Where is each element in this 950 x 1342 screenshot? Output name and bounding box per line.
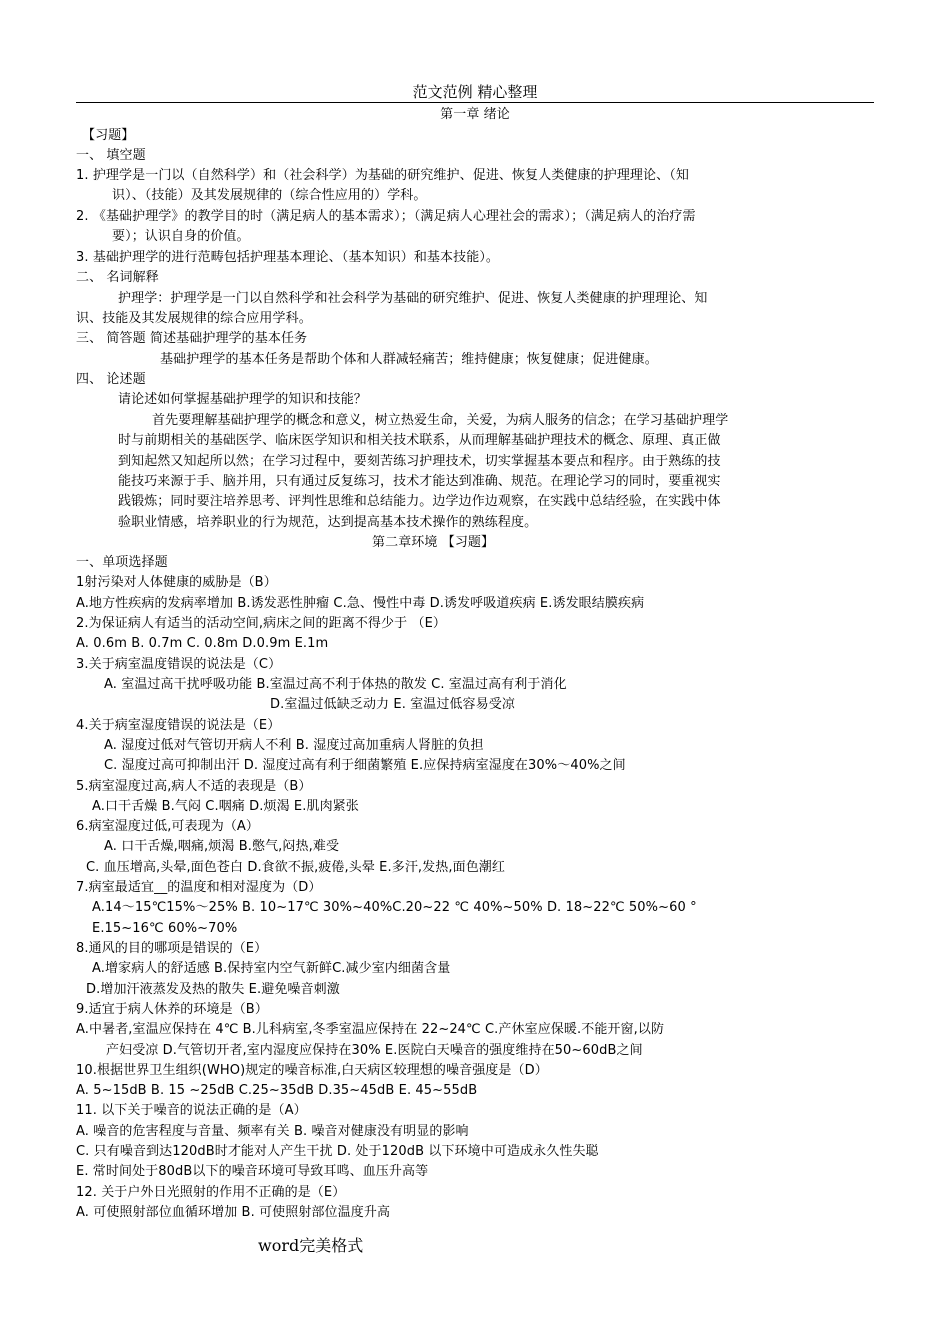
options-line: D.室温过低缺乏动力 E. 室温过低容易受凉	[270, 697, 515, 712]
header-rule	[76, 102, 874, 103]
text-line: 验职业情感，培养职业的行为规范，达到提高基本技术操作的熟练程度。	[118, 515, 538, 530]
options-line: C. 血压增高,头晕,面色苍白 D.食欲不振,疲倦,头晕 E.多汗,发热,面色潮红	[86, 860, 505, 875]
section-heading: 一、 填空题	[76, 148, 146, 163]
options-line: A.中暑者,室温应保持在 4℃ B.儿科病室,冬季室温应保持在 22~24℃ C.产休室应保暖.不能开窗,以防	[76, 1022, 665, 1037]
options-line: E.15~16℃ 60%~70%	[92, 921, 238, 936]
text-line: 时与前期相关的基础医学、临床医学知识和相关技术联系，从而理解基础护理技术的概念、原理、真正做	[118, 433, 721, 448]
options-line: A.增家病人的舒适感 B.保持室内空气新鲜C.减少室内细菌含量	[92, 961, 451, 976]
section-heading: 三、 简答题 简述基础护理学的基本任务	[76, 331, 308, 346]
question-line: 5.病室湿度过高,病人不适的表现是（B）	[76, 779, 312, 794]
chapter-two-title: 第二章环境 【习题】	[372, 535, 495, 550]
options-line: D.增加汗液蒸发及热的散失 E.避免噪音刺激	[86, 982, 340, 997]
options-line: A. 噪音的危害程度与音量、频率有关 B. 噪音对健康没有明显的影响	[76, 1124, 469, 1139]
question-line: 9.适宜于病人休养的环境是（B）	[76, 1002, 268, 1017]
text-line: 识、技能及其发展规律的综合应用学科。	[76, 311, 312, 326]
question-line: 请论述如何掌握基础护理学的知识和技能？	[118, 392, 367, 407]
text-line: 护理学：护理学是一门以自然科学和社会科学为基础的研究维护、促进、恢复人类健康的护理理论、知	[118, 291, 708, 306]
question-line: 2.为保证病人有适当的活动空间,病床之间的距离不得少于 （E）	[76, 616, 446, 631]
question-line: 12. 关于户外日光照射的作用不正确的是（E）	[76, 1185, 346, 1200]
options-line: A. 5~15dB B. 15 ~25dB C.25~35dB D.35~45dB E. 45~55dB	[76, 1083, 478, 1098]
text-line: 到知起然又知起所以然；在学习过程中，要刻苦练习护理技术，切实掌握基本要点和程序。由于熟练的技	[118, 454, 721, 469]
question-line: 11. 以下关于噪音的说法正确的是（A）	[76, 1103, 307, 1118]
text-line: 1. 护理学是一门以（自然科学）和（社会科学）为基础的研究维护、促进、恢复人类健康的护理理论、（知	[76, 168, 689, 183]
text-line: 践锻炼；同时要注培养思考、评判性思维和总结能力。边学边作边观察，在实践中总结经验，在实践中体	[118, 494, 721, 509]
text-line: 首先要理解基础护理学的概念和意义，树立热爱生命，关爱，为病人服务的信念；在学习基础护理学	[152, 413, 729, 428]
page-header: 范文范例 精心整理	[412, 83, 538, 101]
options-line: A. 0.6m B. 0.7m C. 0.8m D.0.9m E.1m	[76, 636, 329, 651]
text-line: 3. 基础护理学的进行范畴包括护理基本理论、（基本知识）和基本技能）。	[76, 250, 500, 265]
options-line: C. 只有噪音到达120dB时才能对人产生干扰 D. 处于120dB 以下环境中可造成永久性失聪	[76, 1144, 599, 1159]
options-line: A.口干舌燥 B.气闷 C.咽痛 D.烦渴 E.肌肉紧张	[92, 799, 359, 814]
question-line: 4.关于病室湿度错误的说法是（E）	[76, 718, 281, 733]
section-heading: 一、单项选择题	[76, 555, 168, 570]
options-line: E. 常时间处于80dB以下的噪音环境可导致耳鸣、血压升高等	[76, 1164, 429, 1179]
section-heading: 二、 名词解释	[76, 270, 159, 285]
page-footer: word完美格式	[258, 1236, 364, 1255]
options-line: A. 湿度过低对气管切开病人不利 B. 湿度过高加重病人肾脏的负担	[104, 738, 484, 753]
text-line: 识）、（技能）及其发展规律的（综合性应用的）学科。	[112, 188, 427, 203]
options-line: A. 可使照射部位血循环增加 B. 可使照射部位温度升高	[76, 1205, 391, 1220]
question-line: 7.病室最适宜__的温度和相对湿度为（D）	[76, 880, 322, 895]
options-line: A. 室温过高干扰呼吸功能 B.室温过高不利于体热的散发 C. 室温过高有利于消化	[104, 677, 567, 692]
options-line: C. 湿度过高可抑制出汗 D. 湿度过高有利于细菌繁殖 E.应保持病室湿度在30%～40%之间	[104, 758, 626, 773]
text-line: 2. 《基础护理学》的教学目的时（满足病人的基本需求）；（满足病人心理社会的需求）；（满足病人的治疗需	[76, 209, 696, 224]
question-line: 3.关于病室温度错误的说法是（C）	[76, 657, 282, 672]
options-line: A.14～15℃15%～25% B. 10~17℃ 30%~40%C.20~22 ℃ 40%~50% D. 18~22℃ 50%~60 °	[92, 900, 697, 915]
section-heading: 四、 论述题	[76, 372, 146, 387]
text-line: 要）；认识自身的价值。	[112, 229, 250, 244]
question-line: 10.根据世界卫生组织(WHO)规定的噪音标准,白天病区较理想的噪音强度是（D）	[76, 1063, 548, 1078]
question-line: 6.病室湿度过低,可表现为（A）	[76, 819, 260, 834]
chapter-one-title: 第一章 绪论	[440, 107, 510, 122]
question-line: 1射污染对人体健康的威胁是（B）	[76, 575, 277, 590]
options-line: A. 口干舌燥,咽痛,烦渴 B.憋气,闷热,难受	[104, 839, 340, 854]
text-line: 能技巧来源于手、脑并用，只有通过反复练习，技术才能达到准确、规范。在理论学习的同时，要重视实	[118, 474, 721, 489]
options-line: A.地方性疾病的发病率增加 B.诱发恶性肿瘤 C.急、慢性中毒 D.诱发呼吸道疾病 E.诱发眼结膜疾病	[76, 596, 645, 611]
exercise-heading: 【习题】	[82, 128, 135, 143]
text-line: 基础护理学的基本任务是帮助个体和人群减轻痛苦；维持健康；恢复健康；促进健康。	[160, 352, 658, 367]
options-line: 产妇受凉 D.气管切开者,室内湿度应保持在30% E.医院白天噪音的强度维持在50~60dB之间	[106, 1043, 643, 1058]
question-line: 8.通风的目的哪项是错误的（E）	[76, 941, 268, 956]
